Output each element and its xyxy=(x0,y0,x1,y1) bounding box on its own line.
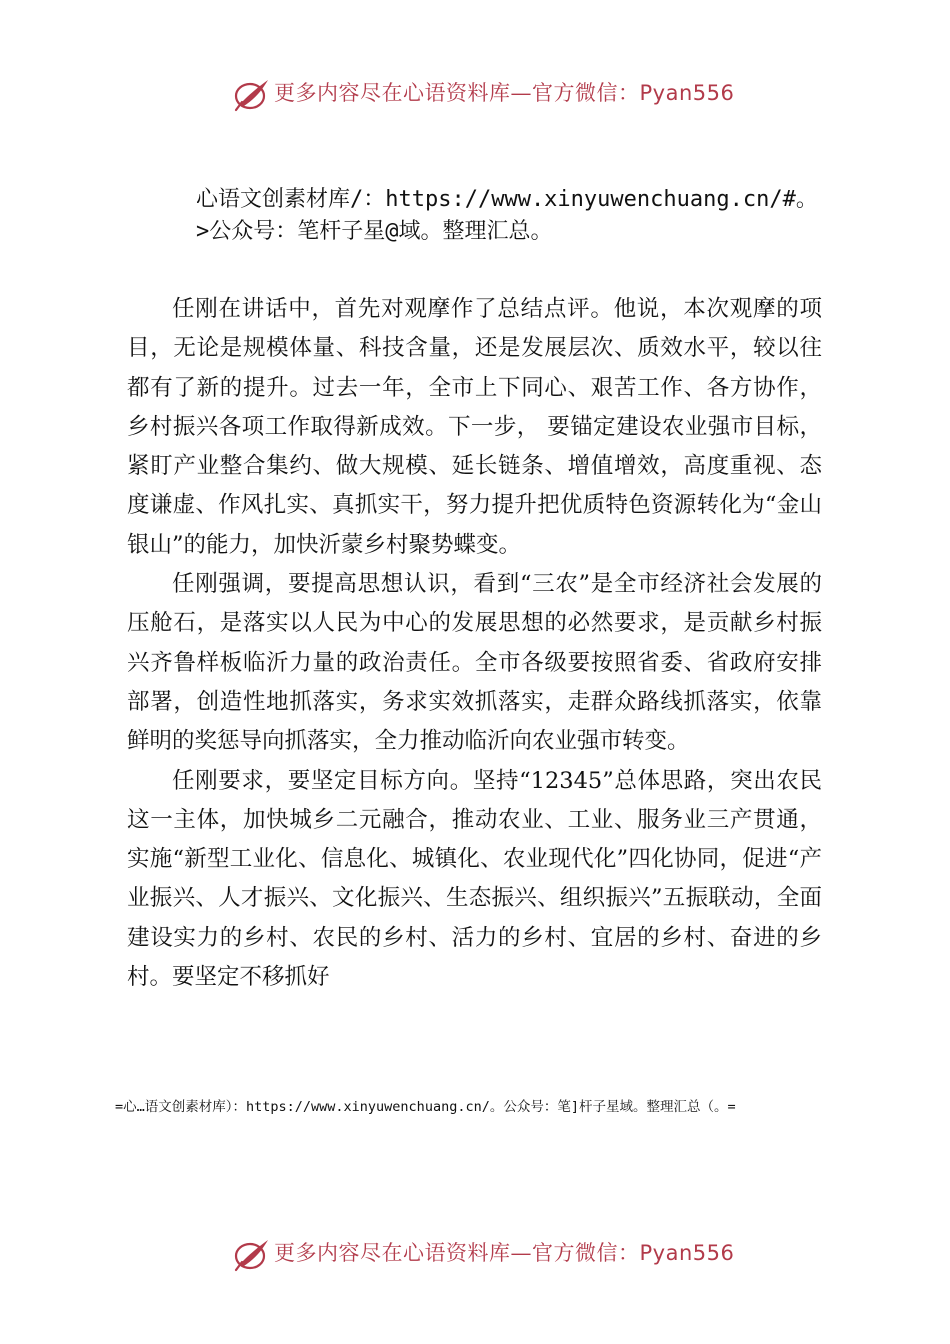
header-note-line-2: >公众号：笔杆子星@域。整理汇总。 xyxy=(196,219,553,244)
banner-wechat-id: Pyan556 xyxy=(639,81,735,105)
header-note-line-1: 心语文创素材库/：https://www.xinyuwenchuang.cn/#。 xyxy=(196,187,818,212)
paragraph-1: 任刚在讲话中，首先对观摩作了总结点评。他说，本次观摩的项目，无论是规模体量、科技含量，还是发展层次、质效水平，较以往都有了新的提升。过去一年，全市上下同心、艰苦工作、各方协作，乡村振兴各项工作取得新成效。下一步， 要锚定建设农业强市目标，紧盯产业整合集约、做大规模、延长链条、增值增效，高度重视、态度谦虚、作风扎实、真抓实干，努力提升把优质特色资源转化为“金山银山”的能力，加快沂蒙乡村聚势蝶变。 xyxy=(127,296,822,558)
feather-logo-icon xyxy=(232,1236,272,1274)
banner-slogan: 更多内容尽在心语资料库—官方微信： xyxy=(274,1241,640,1265)
feather-logo-icon xyxy=(232,76,272,114)
banner-slogan: 更多内容尽在心语资料库—官方微信： xyxy=(274,81,640,105)
bottom-watermark-banner xyxy=(0,1232,950,1276)
footer-source-note: =心…语文创素材库）：https://www.xinyuwenchuang.cn/。公众号：笔]杆子星域。整理汇总（。= xyxy=(115,1099,736,1115)
paragraph-2: 任刚强调，要提高思想认识，看到“三农”是全市经济社会发展的压舱石，是落实以人民为中心的发展思想的必然要求，是贡献乡村振兴齐鲁样板临沂力量的政治责任。全市各级要按照省委、省政府安排部署，创造性地抓落实，务求实效抓落实，走群众路线抓落实，依靠鲜明的奖惩导向抓落实，全力推动临沂向农业强市转变。 xyxy=(127,571,822,755)
top-watermark-banner xyxy=(0,72,950,116)
paragraph-3: 任刚要求，要坚定目标方向。坚持“12345”总体思路，突出农民这一主体，加快城乡二元融合，推动农业、工业、服务业三产贯通，实施“新型工业化、信息化、城镇化、农业现代化”四化协同，促进“产业振兴、人才振兴、文化振兴、生态振兴、组织振兴”五振联动，全面建设实力的乡村、农民的乡村、活力的乡村、宜居的乡村、奋进的乡村。要坚定不移抓好 xyxy=(127,767,822,991)
banner-wechat-id: Pyan556 xyxy=(639,1241,735,1265)
banner-text xyxy=(274,78,734,108)
article-body xyxy=(127,290,822,997)
header-source-note xyxy=(196,184,818,248)
banner-text xyxy=(274,1238,734,1268)
